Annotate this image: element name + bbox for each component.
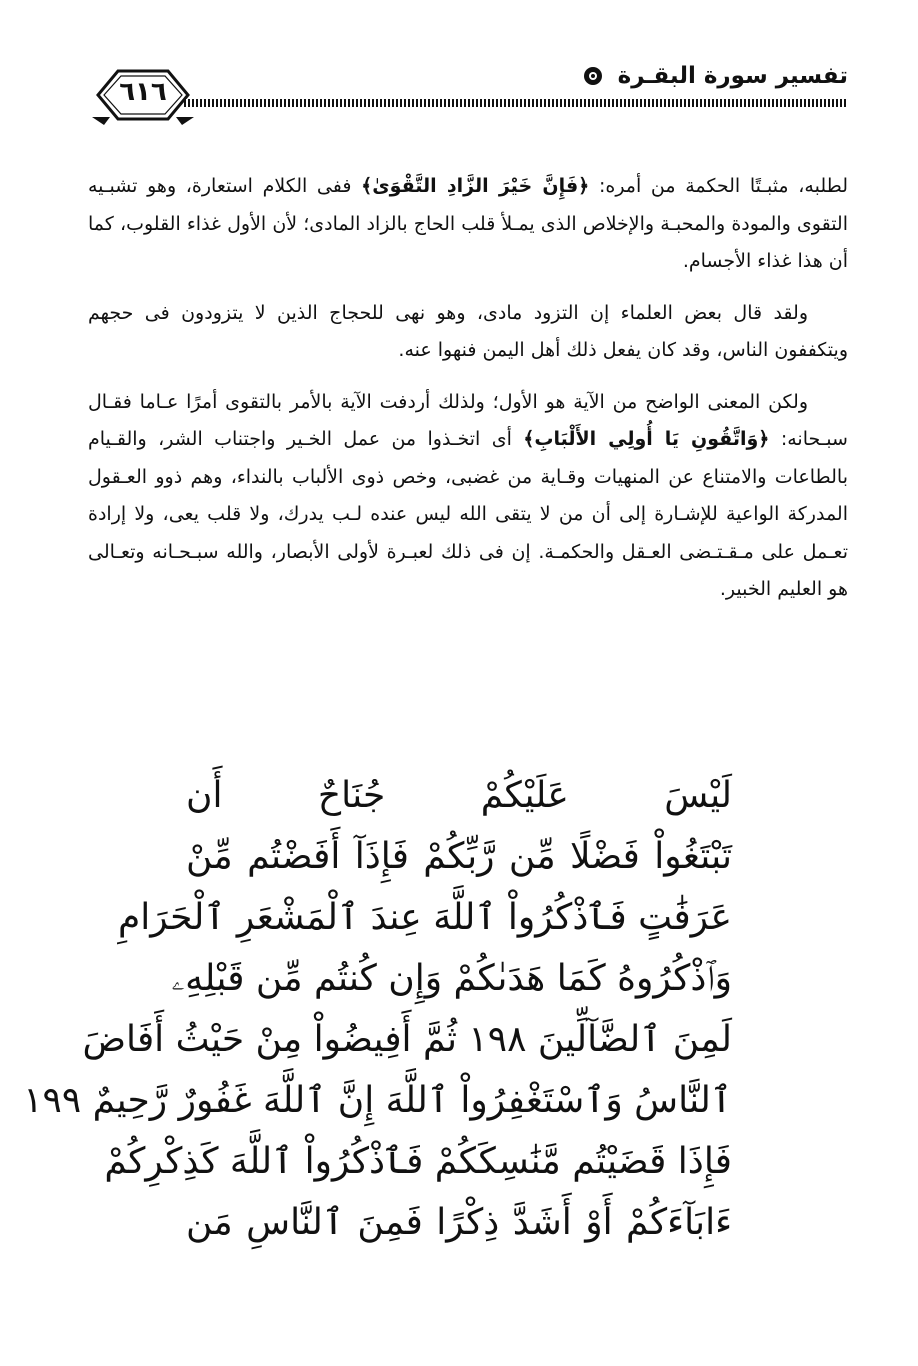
paragraph-text: ولكن المعنى الواضح من الآية هو الأول؛ ولذلك أردفت الآية بالأمر بالتقوى أمرًا عـاما فقـال سبـحانه: bbox=[88, 390, 848, 450]
flower-ornament-icon bbox=[580, 65, 606, 87]
paragraph-text: أى اتخـذوا من عمل الخـير واجتناب الشر، والقـيام بالطاعات والامتناع عن المنهيات وقـاية من غضبى، وخص ذوى الألباب بالنداء، وهم ذوو العـقول المدركة الواعية للإشـارة إلى أن من لا يتقى الله ليس عنده لـب يدرك، ولا قلب يعى، ولا إرادة تعـمل على مـقـتـضى العـقل والحكمـة. إن فى ذلك لعبـرة لأولى الأبصار، والله سبـحـانه وتعـالى هو العليم الخبير. bbox=[88, 428, 848, 600]
quoted-verse: ﴿وَاتَّقُونِ يَا أُولِي الأَلْبَابِ﴾ bbox=[523, 428, 770, 450]
quran-line: فَإِذَا قَضَيْتُم مَّنَٰسِكَكُمْ فَٱذْكُرُواْ ٱللَّهَ كَذِكْرِكُمْ bbox=[104, 1141, 732, 1182]
page-number: ٦١٦ bbox=[119, 77, 167, 107]
quran-line: ءَابَآءَكُمْ أَوْ أَشَدَّ ذِكْرًا فَمِنَ ٱلنَّاسِ مَن bbox=[186, 1202, 732, 1243]
running-title-text: تفسير سورة البقـرة bbox=[617, 63, 848, 89]
quoted-verse: ﴿فَإِنَّ خَيْرَ الزَّادِ التَّقْوَىٰ﴾ bbox=[361, 175, 590, 197]
paragraph bbox=[88, 384, 848, 609]
header-rule bbox=[184, 99, 848, 107]
quran-line: لَمِنَ ٱلضَّآلِّينَ ١٩٨ ثُمَّ أَفِيضُواْ مِنْ حَيْثُ أَفَاضَ bbox=[82, 1019, 732, 1060]
quran-line: عَرَفَٰتٍ فَٱذْكُرُواْ ٱللَّهَ عِندَ ٱلْمَشْعَرِ ٱلْحَرَامِ bbox=[117, 897, 732, 938]
paragraph bbox=[88, 295, 848, 370]
quran-line: تَبْتَغُواْ فَضْلًا مِّن رَّبِّكُمْ فَإِذَآ أَفَضْتُم مِّنْ bbox=[186, 836, 732, 877]
commentary-text bbox=[88, 168, 848, 623]
paragraph-text: لطلبه، مثبـتًا الحكمة من أمره: bbox=[589, 175, 848, 197]
quran-verses-block bbox=[23, 765, 732, 1253]
page-header bbox=[88, 55, 848, 135]
quran-line: لَيْسَ عَلَيْكُمْ جُنَاحٌ أَن bbox=[186, 775, 732, 816]
quran-line: ٱلنَّاسُ وَٱسْتَغْفِرُواْ ٱللَّهَ إِنَّ ٱللَّهَ غَفُورٌ رَّحِيمٌ ١٩٩ bbox=[23, 1080, 732, 1121]
quran-line: وَٱذْكُرُوهُ كَمَا هَدَىٰكُمْ وَإِن كُنتُم مِّن قَبْلِهِۦ bbox=[171, 958, 732, 999]
running-title bbox=[580, 59, 848, 93]
paragraph bbox=[88, 168, 848, 281]
paragraph-text: ففى الكلام استعارة، وهو تشبـيه التقوى والمودة والمحبـة والإخلاص الذى يمـلأ قلب الحاج بالزاد المادى؛ لأن الأول غذاء القلوب، كما أن هذا غذاء الأجسام. bbox=[88, 175, 848, 272]
paragraph-text: ولقد قال بعض العلماء إن التزود مادى، وهو نهى للحجاج الذين لا يتزودون فى حجهم ويتكففون الناس، وقد كان يفعل ذلك أهل اليمن فنهوا عنه. bbox=[88, 301, 848, 361]
